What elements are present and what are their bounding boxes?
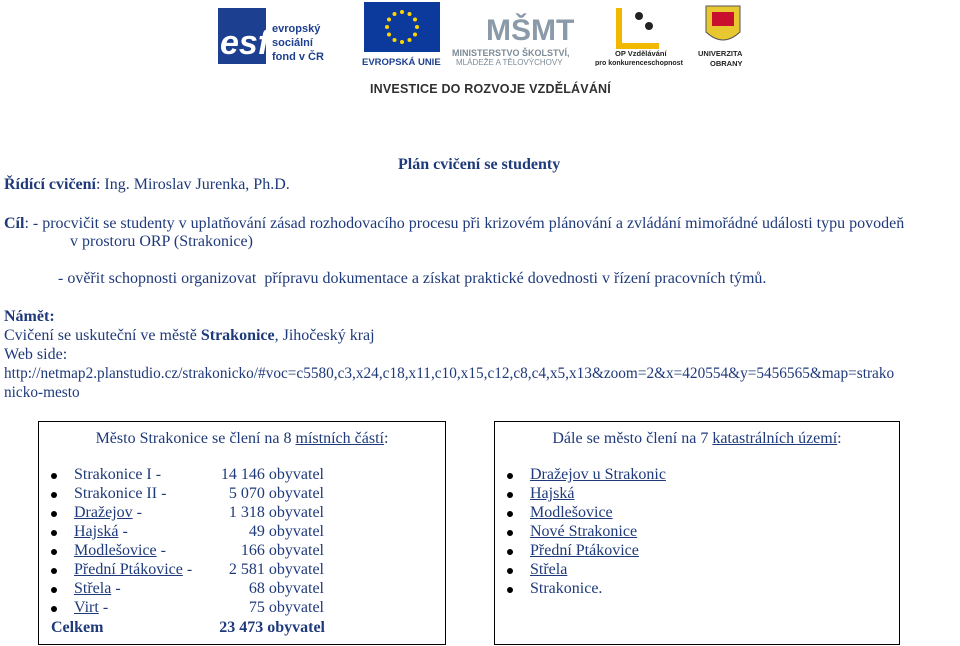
bullet-icon (51, 606, 57, 612)
op-line-1: OP Vzdělávání (615, 49, 667, 58)
eu-label: EVROPSKÁ UNIE (362, 57, 441, 66)
bullet-icon (507, 473, 513, 479)
theme-suffix: , Jihočeský kraj (274, 327, 375, 344)
eu-star-icon (387, 18, 391, 22)
cadastral-list (507, 466, 666, 599)
cadastral-item (507, 485, 666, 504)
local-part-population: 49 obyvatel (248, 523, 324, 540)
web-url-line-1[interactable]: http://netmap2.planstudio.cz/strakonicko/#voc=c5580,c3,x24,c18,x11,c10,x15,c12,c8,c4,x5,x13&zoom=2&x=420554&y=5456565&map=strako (4, 365, 895, 382)
goal-line-1 (4, 214, 904, 233)
goal-line-2: v prostoru ORP (Strakonice) (70, 233, 253, 250)
msmt-logo (452, 2, 588, 66)
local-part-item (51, 599, 324, 618)
local-part-item (51, 542, 324, 561)
local-parts-title-suffix: : (383, 430, 389, 447)
local-part-sep: - (111, 580, 121, 597)
local-parts-link[interactable]: místních částí (295, 430, 384, 447)
local-part-name[interactable]: Hajská (74, 523, 119, 540)
cadastral-item (507, 542, 666, 561)
cadastral-item (507, 504, 666, 523)
cadastral-item (507, 523, 666, 542)
local-part-name-cell (74, 561, 212, 579)
local-part-name-cell (74, 523, 212, 541)
total-row (51, 619, 325, 637)
leader-line (4, 176, 290, 194)
local-part-population: 5 070 obyvatel (228, 485, 324, 502)
web-label: Web side: (4, 346, 68, 363)
goal-line-3: - ověřit schopnosti organizovat přípravu dokumentace a získat praktické dovednosti v řízení pracovních týmů. (58, 270, 767, 287)
local-part-sep: - (98, 599, 109, 616)
op-logo (595, 2, 687, 66)
goal-label: Cíl (4, 215, 25, 232)
esf-line-1: evropský (272, 23, 321, 35)
leader-label: Řídící cvičení (4, 176, 96, 193)
bullet-icon (507, 511, 513, 517)
cadastral-name[interactable]: Střela (530, 561, 568, 578)
bullet-icon (51, 549, 57, 555)
uo-line-2: OBRANY (710, 59, 743, 68)
bullet-icon (507, 492, 513, 498)
local-parts-title-prefix: Město Strakonice se člení na 8 (95, 430, 296, 447)
local-part-name-cell (74, 542, 212, 560)
cadastral-item (507, 561, 666, 580)
plan-title: Plán cvičení se studenty (398, 156, 561, 173)
local-part-item (51, 504, 324, 523)
local-part-name[interactable]: Modlešovice (74, 542, 157, 559)
local-part-name[interactable]: Střela (74, 580, 112, 597)
eu-star-icon (387, 33, 391, 37)
local-part-item (51, 466, 324, 485)
local-part-population: 68 obyvatel (248, 580, 324, 597)
local-parts-title (39, 430, 445, 448)
web-url-line-2[interactable]: nicko-mesto (4, 384, 80, 401)
local-part-item (51, 580, 324, 599)
local-part-item (51, 561, 324, 580)
local-part-sep: - (151, 466, 162, 483)
msmt-line-1: MINISTERSTVO ŠKOLSTVÍ, (452, 48, 570, 58)
eu-flag-logo (362, 2, 442, 66)
local-part-item (51, 523, 324, 542)
local-part-population: 75 obyvatel (248, 599, 324, 616)
eu-star-icon (393, 12, 397, 16)
local-part-sep: - (118, 523, 128, 540)
theme-line (4, 327, 375, 345)
eu-star-icon (408, 12, 412, 16)
eu-star-icon (415, 25, 419, 29)
esf-logo (218, 2, 358, 66)
cadastral-item (507, 580, 666, 599)
bullet-icon (51, 530, 57, 536)
cadastral-name[interactable]: Nové Strakonice (530, 523, 638, 540)
local-part-name-cell (74, 504, 212, 522)
bullet-icon (51, 473, 57, 479)
esf-mark: esf (220, 24, 270, 62)
op-line-2: pro konkurenceschopnost (595, 60, 683, 66)
local-part-population: 1 318 obyvatel (228, 504, 324, 521)
bullet-icon (51, 587, 57, 593)
cadastral-title (495, 430, 899, 448)
cadastral-name: Strakonice. (530, 580, 603, 597)
eu-star-icon (413, 18, 417, 22)
investice-slogan: INVESTICE DO ROZVOJE VZDĚLÁVÁNÍ (370, 82, 611, 96)
cadastral-title-suffix: : (837, 430, 842, 447)
theme-label: Námět: (4, 308, 55, 325)
msmt-line-2: MLÁDEŽE A TĚLOVÝCHOVY (456, 58, 563, 66)
theme-prefix: Cvičení se uskuteční ve městě (4, 327, 201, 344)
local-part-sep: - (132, 504, 142, 521)
bullet-icon (507, 587, 513, 593)
local-part-population: 166 obyvatel (240, 542, 324, 559)
eu-star-icon (413, 33, 417, 37)
msmt-mark: MŠMT (486, 14, 575, 47)
eu-star-icon (393, 38, 397, 42)
universita-obrany-logo (698, 2, 748, 68)
cadastral-box (494, 421, 900, 645)
cadastral-item (507, 466, 666, 485)
esf-line-2: sociální (272, 37, 313, 49)
local-part-item (51, 485, 324, 504)
local-part-name[interactable]: Dražejov (74, 504, 133, 521)
esf-line-3: fond v ČR (272, 51, 324, 63)
total-label: Celkem (51, 619, 104, 636)
cadastral-title-prefix: Dále se město člení na 7 (552, 430, 713, 447)
bullet-icon (51, 492, 57, 498)
eu-star-icon (400, 40, 404, 44)
local-part-name-cell (74, 466, 212, 484)
local-part-name[interactable]: Virt (74, 599, 99, 616)
local-part-name-cell (74, 485, 212, 503)
bullet-icon (507, 530, 513, 536)
total-value: 23 473 obyvatel (219, 619, 325, 636)
theme-city: Strakonice (200, 327, 275, 344)
local-part-name: Strakonice I (74, 466, 152, 483)
local-part-name-cell (74, 580, 212, 598)
bullet-icon (51, 568, 57, 574)
local-parts-box (38, 421, 446, 645)
cadastral-link[interactable]: katastrálních území (712, 430, 838, 447)
bullet-icon (507, 568, 513, 574)
local-parts-list (51, 466, 324, 618)
local-part-sep: - (157, 485, 167, 502)
goal-text-1: : - procvičit se studenty v uplatňování zásad rozhodovacího procesu při krizovém plánování a zvládání mimořádné události typu povodeň (24, 215, 905, 232)
eu-star-icon (400, 10, 404, 14)
local-part-sep: - (182, 561, 193, 578)
local-part-sep: - (156, 542, 166, 559)
cadastral-name[interactable]: Hajská (530, 485, 575, 502)
local-part-name-cell (74, 599, 212, 617)
bullet-icon (507, 549, 513, 555)
eu-star-icon (385, 25, 389, 29)
bullet-icon (51, 511, 57, 517)
eu-star-icon (408, 38, 412, 42)
cadastral-name[interactable]: Přední Ptákovice (530, 542, 639, 559)
uo-line-1: UNIVERZITA (698, 49, 743, 58)
cadastral-name[interactable]: Dražejov u Strakonic (530, 466, 666, 483)
local-part-name: Strakonice II (74, 485, 158, 502)
cadastral-name[interactable]: Modlešovice (530, 504, 613, 521)
leader-value: : Ing. Miroslav Jurenka, Ph.D. (95, 176, 290, 193)
local-part-name[interactable]: Přední Ptákovice (74, 561, 183, 578)
local-part-population: 14 146 obyvatel (220, 466, 324, 483)
local-part-population: 2 581 obyvatel (228, 561, 324, 578)
